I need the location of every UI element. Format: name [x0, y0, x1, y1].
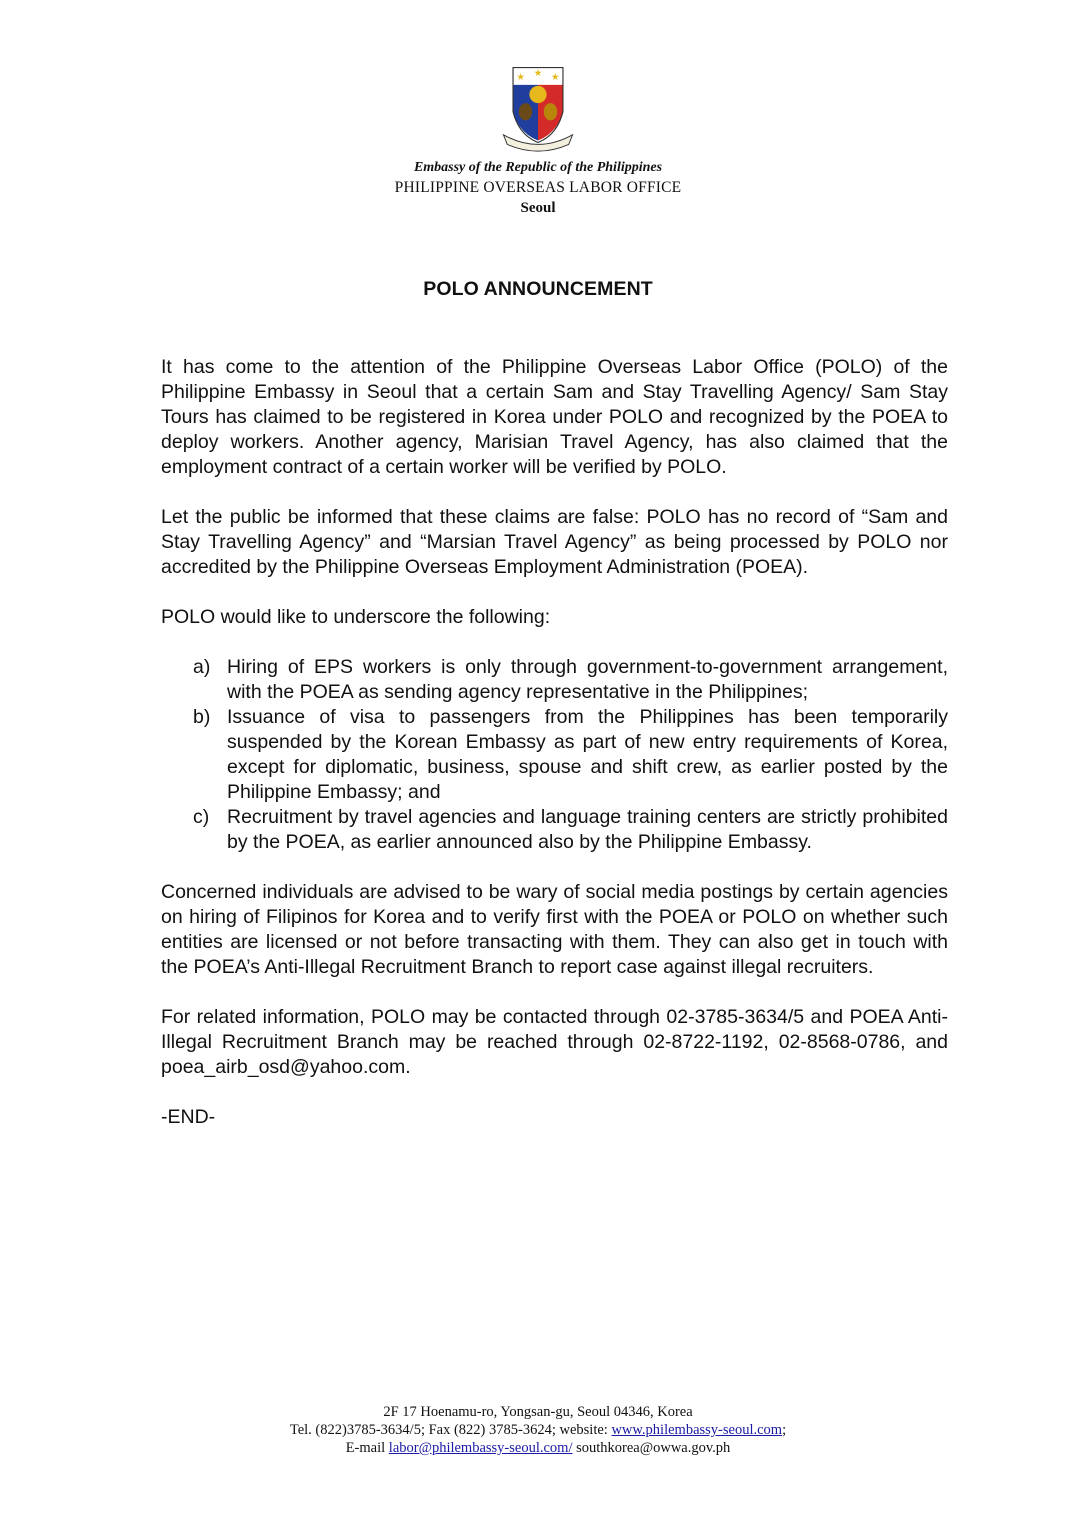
email-link[interactable]: labor@philembassy-seoul.com/ — [388, 1440, 573, 1456]
announcement-title: POLO ANNOUNCEMENT — [423, 278, 653, 300]
list-item-text: Issuance of visa to passengers from the Philippines has been temporarily suspended by the Korean Embassy as part of new entry requirements of Korea, except for diplomatic, business, spouse and shift crew, as earlier posted by the Philippine Embassy; and — [227, 706, 948, 803]
list-marker: b) — [193, 706, 211, 728]
svg-text:★: ★ — [533, 68, 543, 80]
footer-email-line — [0, 1439, 1076, 1457]
footer — [0, 1403, 1076, 1457]
letterhead — [0, 58, 1076, 218]
footer-phone: Tel. (822)3785-3634/5; Fax (822) 3785-3624; website: — [289, 1422, 612, 1438]
paragraph-underscore: POLO would like to underscore the following: — [161, 606, 551, 628]
paragraph-claims-false: Let the public be informed that these claims are false: POLO has no record of “Sam and Stay Travelling Agency” and “Marsian Travel Agency” as being processed by POLO nor accredited by the Philippine Overseas Employment Administration (POEA). — [161, 506, 948, 578]
footer-address: 2F 17 Hoenamu-ro, Yongsan-gu, Seoul 04346, Korea — [383, 1404, 693, 1420]
paragraph-advisory: Concerned individuals are advised to be wary of social media postings by certain agencies on hiring of Filipinos for Korea and to verify first with the POEA or POLO on whether such entities are licensed or not before transacting with them. They can also get in touch with the POEA’s Anti-Illegal Recruitment Branch to report case against illegal recruiters. — [161, 881, 948, 978]
footer-email-label: E-mail — [345, 1440, 389, 1456]
footer-email-secondary: southkorea@owwa.gov.ph — [572, 1440, 731, 1456]
embassy-name: Embassy of the Republic of the Philippines — [413, 160, 663, 175]
list-item-text: Hiring of EPS workers is only through government-to-government arrangement, with the POEA as sending agency representative in the Philippines; — [227, 656, 948, 703]
end-mark: -END- — [161, 1106, 216, 1128]
underscore-list — [161, 655, 948, 855]
svg-text:★: ★ — [516, 72, 526, 84]
office-city: Seoul — [520, 200, 556, 216]
list-marker: a) — [193, 656, 211, 678]
footer-phone-suffix: ; — [782, 1422, 787, 1438]
list-item — [161, 805, 948, 855]
list-item-text: Recruitment by travel agencies and language training centers are strictly prohibited by the POEA, as earlier announced also by the Philippine Embassy. — [227, 806, 948, 853]
list-item — [161, 655, 948, 705]
list-marker: c) — [193, 806, 210, 828]
announcement-body — [161, 355, 948, 1155]
website-link[interactable]: www.philembassy-seoul.com — [611, 1422, 783, 1438]
paragraph-attention: It has come to the attention of the Philippine Overseas Labor Office (POLO) of the Philippine Embassy in Seoul that a certain Sam and Stay Travelling Agency/ Sam Stay Tours has claimed to be registered in Korea under POLO and recognized by the POEA to deploy workers. Another agency, Marisian Travel Agency, has also claimed that the employment contract of a certain worker will be verified by POLO. — [161, 356, 948, 478]
paragraph-contact: For related information, POLO may be contacted through 02-3785-3634/5 and POEA Anti-Illegal Recruitment Branch may be reached through 02-8722-1192, 02-8568-0786, and poea_airb_osd@yahoo.com. — [161, 1006, 948, 1078]
list-item — [161, 705, 948, 805]
philippine-seal-icon — [490, 58, 586, 154]
footer-contact-line — [0, 1421, 1076, 1439]
office-name: PHILIPPINE OVERSEAS LABOR OFFICE — [394, 179, 682, 196]
svg-text:★: ★ — [550, 72, 560, 84]
